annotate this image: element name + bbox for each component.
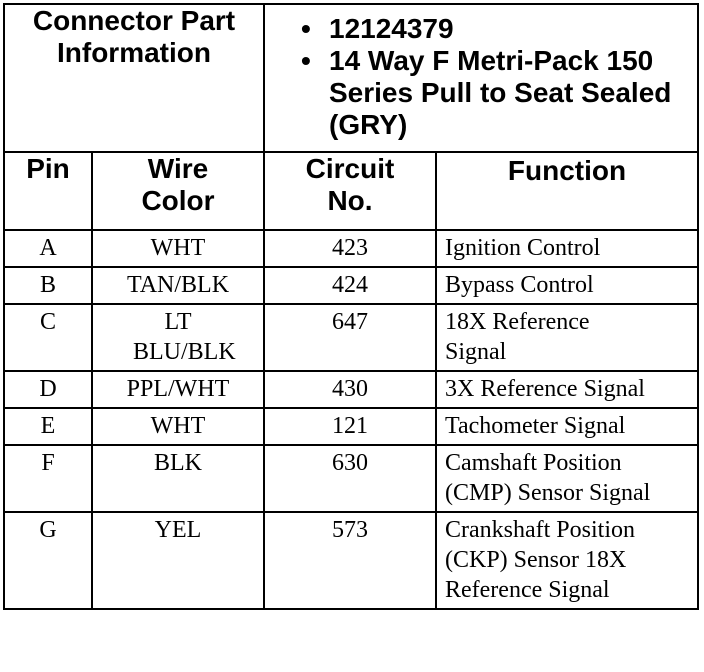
function-cell: Bypass Control [436, 267, 698, 304]
table-row [4, 445, 698, 512]
function-cell: Tachometer Signal [436, 408, 698, 445]
col-header-pin: Pin [4, 152, 92, 230]
function-cell: Ignition Control [436, 230, 698, 267]
pin-cell: B [4, 267, 92, 304]
wire-color-cell: LT BLU/BLK [92, 304, 264, 371]
table-row [4, 267, 698, 304]
pin-cell: D [4, 371, 92, 408]
circuit-cell: 630 [264, 445, 436, 512]
circuit-cell: 423 [264, 230, 436, 267]
connector-info-item [301, 13, 697, 45]
col-header-function: Function [436, 152, 698, 230]
circuit-cell: 430 [264, 371, 436, 408]
wire-color-cell: TAN/BLK [92, 267, 264, 304]
wire-color-cell: PPL/WHT [92, 371, 264, 408]
col-header-wire-color-line1: Wire [147, 153, 209, 184]
bullet-icon: • [301, 13, 311, 44]
column-header-row [4, 152, 698, 230]
connector-info-item [301, 45, 697, 141]
pin-cell: F [4, 445, 92, 512]
connector-info-label [4, 4, 264, 152]
circuit-cell: 573 [264, 512, 436, 609]
pin-cell: A [4, 230, 92, 267]
bullet-icon: • [301, 45, 311, 76]
circuit-cell: 121 [264, 408, 436, 445]
function-cell: 18X Reference Signal [436, 304, 698, 371]
function-cell: Crankshaft Position (CKP) Sensor 18X Reference Signal [436, 512, 698, 609]
col-header-circuit-line2: No. [327, 185, 373, 216]
pin-cell: E [4, 408, 92, 445]
table-row [4, 408, 698, 445]
function-cell: Camshaft Position (CMP) Sensor Signal [436, 445, 698, 512]
connector-table [3, 3, 699, 610]
pin-cell: G [4, 512, 92, 609]
connector-info-details [264, 4, 698, 152]
table-row [4, 512, 698, 609]
wire-color-cell: WHT [92, 408, 264, 445]
pin-cell: C [4, 304, 92, 371]
col-header-circuit-line1: Circuit [305, 153, 395, 184]
table-row [4, 304, 698, 371]
col-header-wire-color [92, 152, 264, 230]
function-cell: 3X Reference Signal [436, 371, 698, 408]
connector-info-label-line2: Information [57, 37, 211, 68]
col-header-wire-color-line2: Color [141, 185, 215, 216]
connector-info-list [265, 5, 697, 151]
wire-color-cell: WHT [92, 230, 264, 267]
circuit-cell: 424 [264, 267, 436, 304]
part-number: 12124379 [329, 13, 454, 44]
wire-color-cell: BLK [92, 445, 264, 512]
table-row [4, 230, 698, 267]
circuit-cell: 647 [264, 304, 436, 371]
connector-description: 14 Way F Metri-Pack 150 Series Pull to Seat Sealed (GRY) [329, 45, 672, 140]
connector-info-label-line1: Connector Part [32, 5, 236, 36]
col-header-circuit [264, 152, 436, 230]
wire-color-cell: YEL [92, 512, 264, 609]
connector-info-row [4, 4, 698, 152]
table-row [4, 371, 698, 408]
